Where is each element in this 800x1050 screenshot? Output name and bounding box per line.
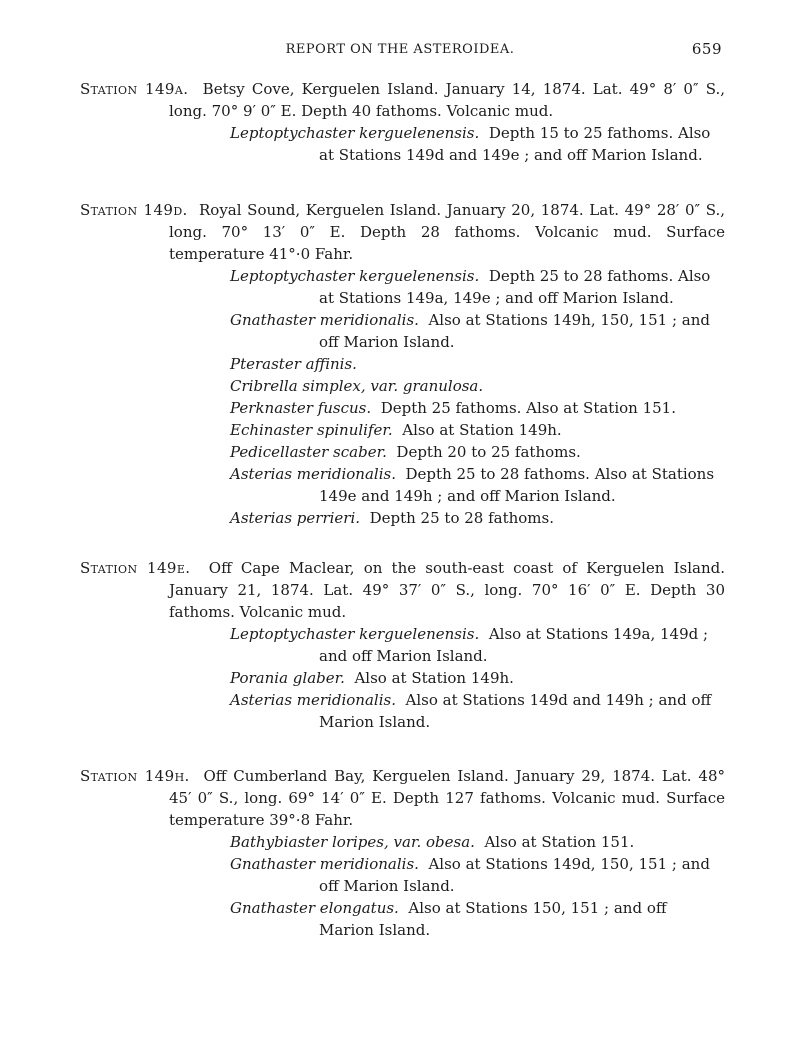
species-note: Also at Stations 149h, 150, 151 ; and off Marion Island. [319,311,710,351]
species-note: Depth 15 to 25 fathoms. Also at Stations 149d and 149e ; and off Marion Island. [319,124,711,164]
station-entry [80,557,725,733]
species-list [80,265,725,529]
species-note: Depth 25 fathoms. Also at Station 151. [380,399,676,417]
station-heading [80,765,725,831]
species-entry [80,309,725,353]
species-entry [80,831,725,853]
species-name: Leptoptychaster kerguelenensis. [230,267,480,285]
species-note: Depth 25 to 28 fathoms. Also at Stations 149e and 149h ; and off Marion Island. [319,465,715,505]
station-description: Off Cumberland Bay, Kerguelen Island. January 29, 1874. Lat. 48° 45′ 0″ S., long. 69° 14′ 0″ E. Depth 127 fathoms. Volcanic mud. Surface temperature 39°·8 Fahr. [169,767,726,829]
species-entry [80,689,725,733]
species-note: Depth 20 to 25 fathoms. [396,443,581,461]
station-id: Station 149e. [80,559,191,577]
species-entry [80,122,725,166]
species-entry [80,265,725,309]
station-description: Betsy Cove, Kerguelen Island. January 14, 1874. Lat. 49° 8′ 0″ S., long. 70° 9′ 0″ E. Depth 40 fathoms. Volcanic mud. [169,80,726,120]
species-name: Cribrella simplex, var. granulosa. [230,377,484,395]
species-note: Depth 25 to 28 fathoms. Also at Stations 149a, 149e ; and off Marion Island. [319,267,711,307]
species-name: Pedicellaster scaber. [230,443,387,461]
station-entry [80,199,725,529]
species-name: Pteraster affinis. [230,355,357,373]
species-name: Perknaster fuscus. [230,399,372,417]
species-name: Echinaster spinulifer. [230,421,393,439]
species-note: Also at Station 149h. [354,669,514,687]
station-heading [80,199,725,265]
station-entry [80,78,725,166]
station-id: Station 149a. [80,80,189,98]
species-note: Also at Stations 149a, 149d ; and off Marion Island. [319,625,709,665]
species-note: Also at Stations 150, 151 ; and off Marion Island. [319,899,667,939]
station-entry [80,765,725,941]
species-name: Asterias meridionalis. [230,465,396,483]
species-entry [80,397,725,419]
species-name: Bathybiaster loripes, var. obesa. [230,833,475,851]
species-entry [80,897,725,941]
species-list [80,831,725,941]
species-name: Leptoptychaster kerguelenensis. [230,625,480,643]
species-entry [80,667,725,689]
species-name: Gnathaster meridionalis. [230,855,419,873]
species-name: Gnathaster meridionalis. [230,311,419,329]
species-note: Also at Stations 149d and 149h ; and off Marion Island. [319,691,712,731]
station-heading [80,78,725,122]
species-name: Leptoptychaster kerguelenensis. [230,124,480,142]
species-note: Depth 25 to 28 fathoms. [369,509,554,527]
species-entry [80,623,725,667]
page-header [0,40,800,64]
page-number: 659 [691,40,722,58]
station-id: Station 149d. [80,201,188,219]
species-entry [80,441,725,463]
station-heading [80,557,725,623]
species-entry [80,507,725,529]
species-name: Asterias perrieri. [230,509,361,527]
species-entry [80,853,725,897]
species-list [80,122,725,166]
species-entry [80,375,725,397]
station-id: Station 149h. [80,767,190,785]
species-note: Also at Station 149h. [402,421,562,439]
station-description: Royal Sound, Kerguelen Island. January 20, 1874. Lat. 49° 28′ 0″ S., long. 70° 13′ 0″ E. Depth 28 fathoms. Volcanic mud. Surface temperature 41°·0 Fahr. [169,201,725,263]
station-description: Off Cape Maclear, on the south-east coast of Kerguelen Island. January 21, 1874. Lat. 49° 37′ 0″ S., long. 70° 16′ 0″ E. Depth 30 fathoms. Volcanic mud. [169,559,725,621]
running-title: REPORT ON THE ASTEROIDEA. [285,42,515,57]
species-entry [80,419,725,441]
species-note: Also at Stations 149d, 150, 151 ; and off Marion Island. [319,855,710,895]
species-entry [80,353,725,375]
species-list [80,623,725,733]
species-name: Porania glaber. [230,669,345,687]
species-entry [80,463,725,507]
species-note: Also at Station 151. [484,833,635,851]
species-name: Gnathaster elongatus. [230,899,399,917]
species-name: Asterias meridionalis. [230,691,396,709]
